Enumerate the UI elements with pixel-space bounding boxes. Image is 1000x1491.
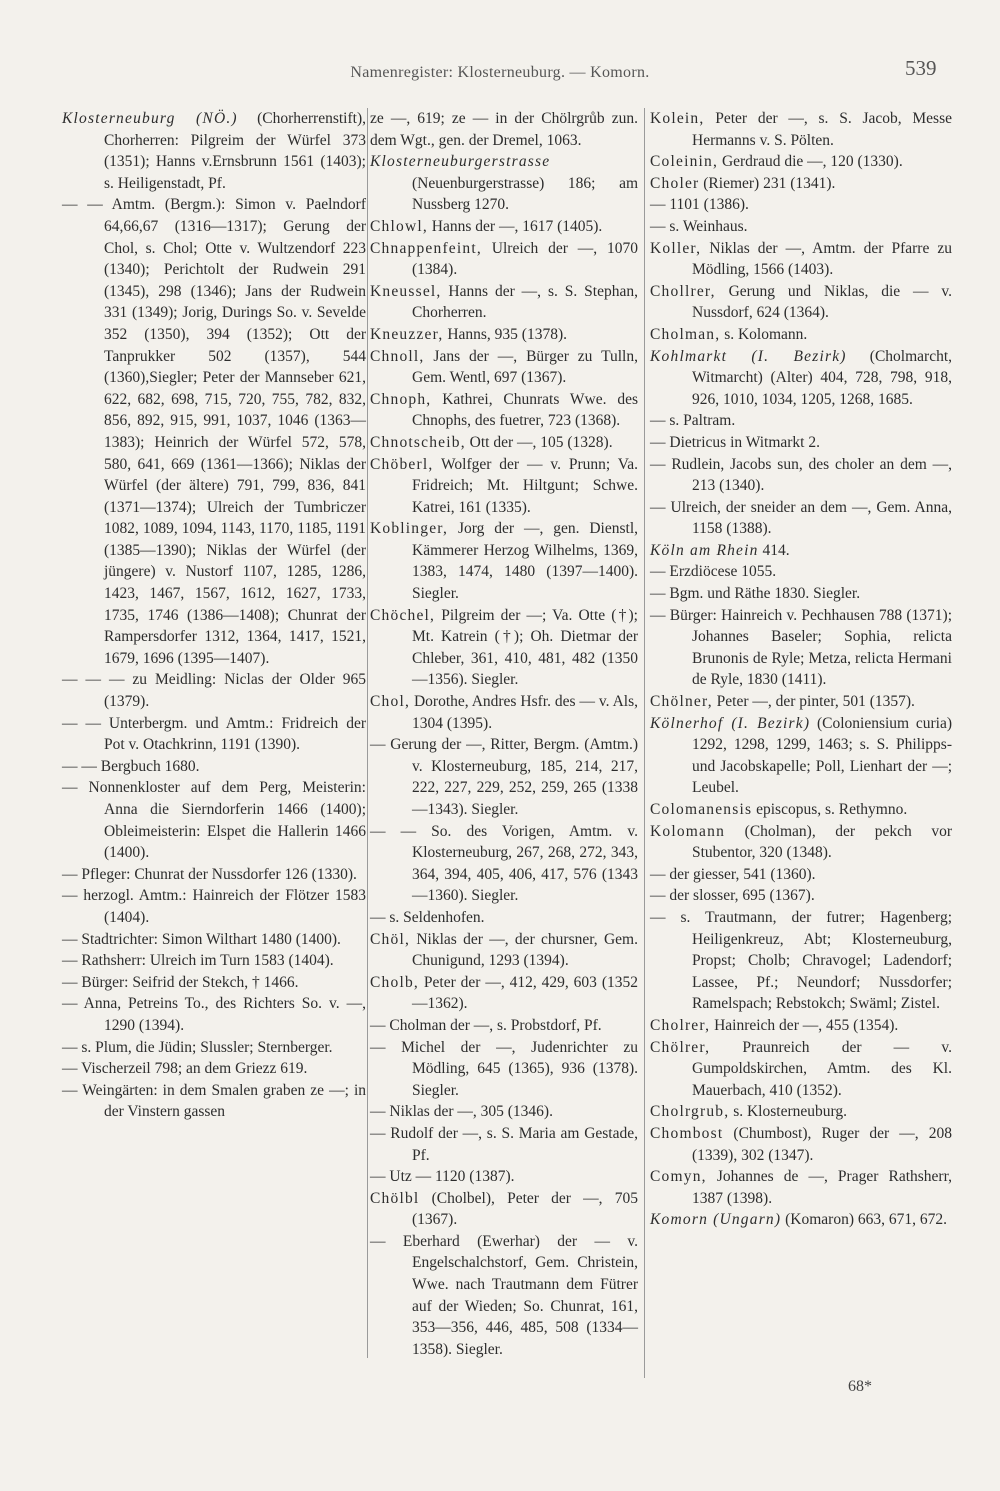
register-entry — [370, 454, 638, 519]
entry-text: Wolfger der — v. Prunn; Va. Fridreich; Mt. Hiltgunt; Schwe. Katrei, 161 (1335). — [412, 455, 638, 516]
register-entry — [650, 821, 952, 864]
entry-text: Dorothe, Andres Hsfr. des — v. Als, 1304 (1395). — [410, 693, 638, 732]
entry-text: Jans der —, Bürger zu Tulln, Gem. Wentl, 697 (1367). — [412, 347, 638, 387]
entry-text: — — Amtm. (Bergm.): Simon v. Paelndorf 64,66,67 (1316—1317); Gerung der Chol, s. Chol; Otte v. Wultzendorf 223 (1340); Perichtolt der Rudwein 291 (1345), 298 (1346); Jans der Rudwein 331 (1349); Jorig, Durings So. v. Sevelde 352 (1350), 394 (1352); Ott der Tanprukker 502 (1357), 544 (1360),Siegler; Peter der Mannseber 621, 622, 682, 698, 715, 720, 755, 782, 832, 856, 892, 915, 991, 1037, 1046 (1363—1383); Heinrich der Würfel 572, 578, 580, 641, 669 (1361—1366); Niklas der Würfel (der ältere) 791, 799, 836, 841 (1371—1374); Ulreich der Tumbriczer 1082, 1089, 1094, 1143, 1170, 1185, 1191 (1385—1390); Niklas der Würfel (der jüngere) v. Nustorf 1107, 1285, 1286, 1423, 1467, 1567, 1612, 1627, 1733, 1735, 1746 (1386—1408); Chunrat der Rampersdorfer 1312, 1364, 1417, 1521, 1679, 1696 (1395—1407). — [62, 196, 366, 667]
entry-headword: Koblinger, — [370, 520, 449, 538]
register-entry — [370, 1188, 638, 1231]
entry-text: Gerdraud die —, 120 (1330). — [718, 153, 903, 171]
entry-text: (Chorherrenstift), Chorherren: Pilgreim der Würfel 373 (1351); Hanns v.Ernsbrunn 1561 (1403); s. Heiligenstadt, Pf. — [104, 110, 366, 192]
entry-headword: Kohlmarkt (I. Bezirk) — [650, 347, 847, 365]
register-entry — [62, 108, 366, 194]
entry-headword: Chnotscheib, — [370, 433, 466, 451]
entry-text: (Cholmarcht, Witmarcht) (Alter) 404, 728, 798, 918, 926, 1010, 1034, 1205, 1268, 1685. — [692, 347, 953, 408]
entry-headword: Chnappenfeint, — [370, 239, 482, 257]
register-entry — [650, 1101, 952, 1123]
entry-text: — Utz — 1120 (1387). — [370, 1168, 515, 1186]
register-entry — [650, 1166, 952, 1209]
entry-text: Pilgreim der —; Va. Otte (†); Mt. Katrein (†); Oh. Dietmar der Chleber, 361, 410, 481, 482 (1350—1356). Siegler. — [412, 606, 638, 689]
entry-headword: Kolein, — [650, 110, 705, 127]
register-entry — [650, 605, 952, 691]
register-entry — [62, 885, 366, 928]
entry-text: Peter der —, s. S. Jacob, Messe Hermanns v. S. Pölten. — [692, 110, 952, 149]
register-entry — [62, 1058, 366, 1080]
entry-headword: Chol, — [370, 693, 411, 711]
entry-text: — herzogl. Amtm.: Hainreich der Flötzer 1583 (1404). — [62, 887, 366, 926]
entry-text: — der giesser, 541 (1360). — [650, 865, 816, 883]
entry-text: — Anna, Petreins To., des Richters So. v. —, 1290 (1394). — [62, 995, 366, 1034]
entry-text: Gerung und Niklas, die — v. Nussdorf, 624 (1364). — [692, 282, 952, 322]
register-entry — [62, 669, 366, 712]
entry-text: Ulreich der —, 1070 (1384). — [412, 239, 638, 279]
entry-text: — Stadtrichter: Simon Wilthart 1480 (1400). — [62, 930, 341, 948]
entry-headword: Köln am Rhein — [650, 541, 759, 559]
column-divider — [367, 108, 368, 1358]
register-entry — [650, 583, 952, 605]
entry-text: — s. Paltram. — [650, 412, 736, 430]
register-entry — [370, 821, 638, 907]
entry-text: — Rudolf der —, s. S. Maria am Gestade, Pf. — [370, 1124, 638, 1164]
entry-text: — Dietricus in Witmarkt 2. — [650, 433, 820, 451]
entry-headword: Komorn (Ungarn) — [650, 1211, 782, 1229]
register-entry — [650, 540, 952, 562]
entry-text: — s. Plum, die Jüdin; Slussler; Sternberger. — [62, 1038, 333, 1056]
entry-text: — Cholman der —, s. Probstdorf, Pf. — [370, 1016, 602, 1034]
entry-headword: Chollrer, — [650, 282, 716, 300]
entry-text: — Vischerzeil 798; an dem Griezz 619. — [62, 1060, 308, 1078]
entry-headword: Chöchel, — [370, 606, 436, 624]
register-entry — [370, 1166, 638, 1188]
register-entry — [650, 1123, 952, 1166]
entry-text: Johannes de —, Prager Rathsherr, 1387 (1398). — [692, 1168, 952, 1207]
entry-text: — Bürger: Hainreich v. Pechhausen 788 (1371); Johannes Baseler; Sophia, relicta Brunonis de Ryle; Metza, relicta Hermani de Ryle, 1830 (1411). — [650, 606, 952, 689]
register-entry — [650, 864, 952, 886]
register-entry — [370, 324, 638, 346]
register-entry — [650, 885, 952, 907]
entry-headword: Coleinin, — [650, 153, 719, 171]
entry-text: — Rudlein, Jacobs sun, des choler an dem —, 213 (1340). — [650, 455, 952, 495]
register-entry — [650, 324, 952, 346]
entry-headword: Colomanensis — [650, 801, 753, 818]
entry-headword: Chnoll, — [370, 347, 425, 365]
entry-text: — der slosser, 695 (1367). — [650, 887, 815, 905]
register-entry — [370, 972, 638, 1015]
entry-text: (Cholbel), Peter der —, 705 (1367). — [412, 1189, 638, 1229]
register-entry — [370, 1037, 638, 1102]
signature-mark: 68* — [848, 1378, 872, 1395]
register-entry — [370, 108, 638, 151]
entry-headword: Cholb, — [370, 973, 419, 991]
register-entry — [650, 497, 952, 540]
register-entry — [650, 1037, 952, 1102]
entry-headword: Cholrer, — [650, 1016, 711, 1034]
register-entry — [62, 864, 366, 886]
entry-text: — Pfleger: Chunrat der Nussdorfer 126 (1330). — [62, 865, 357, 883]
entry-headword: Chöberl, — [370, 455, 434, 473]
entry-text: — Erzdiöcese 1055. — [650, 563, 777, 581]
entry-headword: Cholrgrub, — [650, 1103, 730, 1121]
column-divider — [644, 108, 645, 1378]
entry-text: Niklas der —, der chursner, Gem. Chunigund, 1293 (1394). — [410, 930, 638, 970]
register-entry — [370, 1101, 638, 1123]
entry-text: ze —, 619; ze — in der Chölrgrůb zun. dem Wgt., gen. der Dremel, 1063. — [370, 110, 638, 149]
entry-headword: Choler — [650, 174, 700, 192]
entry-text: — s. Seldenhofen. — [370, 908, 485, 926]
entry-text: Praunreich der — v. Gumpoldskirchen, Amtm. des Kl. Mauerbach, 410 (1352). — [692, 1038, 952, 1099]
register-entry — [650, 108, 952, 151]
entry-headword: Kölnerhof (I. Bezirk) — [650, 714, 811, 732]
register-entry — [62, 950, 366, 972]
register-entry — [370, 216, 638, 238]
entry-text: Ott der —, 105 (1328). — [465, 433, 613, 451]
register-entry — [650, 151, 952, 173]
entry-headword: Chnoph, — [370, 390, 432, 408]
entry-text: — 1101 (1386). — [650, 196, 749, 214]
entry-text: — Rathsherr: Ulreich im Turn 1583 (1404). — [62, 952, 334, 970]
register-entry — [370, 907, 638, 929]
column-2 — [370, 108, 638, 1360]
register-entry — [62, 194, 366, 669]
register-entry — [650, 194, 952, 216]
entry-text: Jorg der —, gen. Dienstl, Kämmerer Herzog Wilhelms, 1369, 1383, 1474, 1480 (1397—1400). Siegler. — [412, 520, 638, 603]
register-entry — [62, 929, 366, 951]
entry-text: — — So. des Vorigen, Amtm. v. Klosterneuburg, 267, 268, 272, 343, 364, 394, 405, 406, 417, 576 (1343—1360). Siegler. — [370, 822, 638, 905]
register-entry — [370, 929, 638, 972]
entry-text: — Bgm. und Räthe 1830. Siegler. — [650, 585, 861, 603]
entry-headword: Comyn, — [650, 1168, 707, 1186]
entry-headword: Klosterneuburg (NÖ.) — [62, 110, 238, 127]
register-entry — [370, 691, 638, 734]
register-entry — [650, 454, 952, 497]
entry-text: episcopus, s. Rethymno. — [752, 801, 908, 818]
entry-text: Peter der —, 412, 429, 603 (1352—1362). — [412, 973, 638, 1013]
entry-headword: Kolomann — [650, 822, 726, 840]
entry-text: (Cholman), der pekch vor Stubentor, 320 (1348). — [692, 822, 952, 862]
entry-headword: Kneuzzer, — [370, 325, 444, 343]
register-entry — [650, 281, 952, 324]
register-entry — [370, 518, 638, 604]
register-entry — [650, 907, 952, 1015]
register-entry — [650, 173, 952, 195]
register-entry — [650, 410, 952, 432]
entry-headword: Koller, — [650, 239, 702, 257]
register-entry — [650, 432, 952, 454]
register-entry — [650, 1015, 952, 1037]
register-entry — [370, 1231, 638, 1361]
entry-text: — Weingärten: in dem Smalen graben ze —; in der Vinstern gassen — [62, 1081, 366, 1121]
register-entry — [650, 691, 952, 713]
entry-text: Hanns, 935 (1378). — [443, 325, 567, 343]
entry-headword: Chlowl, — [370, 217, 428, 235]
entry-headword: Chölbl — [370, 1189, 420, 1207]
entry-text: — Gerung der —, Ritter, Bergm. (Amtm.) v. Klosterneuburg, 185, 214, 217, 222, 227, 229, 252, 259, 265 (1338—1343). Siegler. — [370, 736, 638, 818]
register-entry — [650, 238, 952, 281]
entry-text: Peter —, der pinter, 501 (1357). — [712, 693, 915, 711]
entry-text: Hanns der —, 1617 (1405). — [427, 217, 603, 235]
entry-text: — — Bergbuch 1680. — [62, 757, 200, 775]
entry-text: (Neuenburgerstrasse) 186; am Nussberg 1270. — [412, 174, 638, 214]
register-entry — [370, 281, 638, 324]
entry-text: — Eberhard (Ewerhar) der — v. Engelschalchstorf, Gem. Christein, Wwe. nach Trautmann dem Fütrer auf der Wieden; So. Chunrat, 161, 353—356, 446, 485, 508 (1334—1358). Siegler. — [370, 1232, 638, 1358]
register-entry — [370, 346, 638, 389]
entry-text: — Bürger: Seifrid der Stekch, † 1466. — [62, 973, 299, 991]
register-entry — [370, 389, 638, 432]
entry-text: s. Klosterneuburg. — [729, 1103, 848, 1121]
register-entry — [650, 346, 952, 411]
entry-headword: Chölrer, — [650, 1038, 711, 1056]
entry-text: — Niklas der —, 305 (1346). — [370, 1103, 553, 1121]
register-entry — [62, 756, 366, 778]
entry-text: Niklas der —, Amtm. der Pfarre zu Mödling, 1566 (1403). — [692, 239, 952, 279]
register-entry — [62, 713, 366, 756]
entry-text: (Coloniensium curia) 1292, 1298, 1299, 1463; s. S. Philipps- und Jacobskapelle; Poll, Lienhart der —; Leubel. — [692, 714, 952, 797]
entry-text: s. Kolomann. — [720, 325, 808, 343]
register-entry — [370, 238, 638, 281]
entry-headword: Chombost — [650, 1124, 724, 1142]
entry-text: (Chumbost), Ruger der —, 208 (1339), 302 (1347). — [692, 1124, 952, 1164]
register-entry — [62, 777, 366, 863]
register-entry — [370, 1123, 638, 1166]
register-entry — [650, 561, 952, 583]
entry-text: 414. — [758, 541, 790, 559]
register-entry — [370, 605, 638, 691]
column-1 — [62, 108, 366, 1123]
entry-headword: Chöl, — [370, 930, 411, 948]
entry-text: — s. Weinhaus. — [650, 217, 748, 235]
register-entry — [650, 713, 952, 799]
register-entry — [650, 799, 952, 821]
entry-text: Kathrei, Chunrats Wwe. des Chnophs, des fuetrer, 723 (1368). — [412, 390, 638, 430]
entry-headword: Cholman, — [650, 325, 721, 343]
entry-text: — s. Trautmann, der futrer; Hagenberg; Heiligenkreuz, Abt; Klosterneuburg, Propst; Cholb; Chravogel; Ladendorf; Lassee, Pf.; Neundorf; Nussdorfer; Ramelspach; Rebstokch; Swäml; Zistel. — [650, 908, 952, 1013]
register-entry — [62, 972, 366, 994]
entry-headword: Klosterneuburgerstrasse — [370, 153, 551, 171]
entry-text: — Ulreich, der sneider an dem —, Gem. Anna, 1158 (1388). — [650, 498, 952, 538]
register-entry — [650, 1209, 952, 1231]
register-entry — [62, 1080, 366, 1123]
entry-text: — — Unterbergm. und Amtm.: Fridreich der Pot v. Otachkrinn, 1191 (1390). — [62, 714, 366, 754]
entry-text: — — — zu Meidling: Niclas der Older 965 (1379). — [62, 671, 366, 711]
register-entry — [370, 432, 638, 454]
entry-text: (Riemer) 231 (1341). — [699, 174, 836, 192]
entry-headword: Kneussel, — [370, 282, 442, 300]
register-entry — [370, 151, 638, 216]
entry-text: — Michel der —, Judenrichter zu Mödling, 645 (1365), 936 (1378). Siegler. — [370, 1038, 638, 1099]
entry-text: Hainreich der —, 455 (1354). — [710, 1016, 899, 1034]
entry-text: — Nonnenkloster auf dem Perg, Meisterin: Anna die Sierndorferin 1466 (1400); Obleimeisterin: Elspet die Hallerin 1466 (1400). — [62, 779, 366, 862]
register-entry — [62, 1037, 366, 1059]
running-header: Namenregister: Klosterneuburg. — Komorn. — [350, 64, 650, 81]
register-entry — [370, 1015, 638, 1037]
entry-text: (Komaron) 663, 671, 672. — [781, 1211, 947, 1229]
column-3 — [650, 108, 952, 1231]
register-entry — [62, 993, 366, 1036]
entry-headword: Chölner, — [650, 693, 713, 711]
register-entry — [370, 734, 638, 820]
page-number: 539 — [905, 56, 937, 80]
entry-text: Hanns der —, s. S. Stephan, Chorherren. — [412, 282, 638, 322]
register-entry — [650, 216, 952, 238]
